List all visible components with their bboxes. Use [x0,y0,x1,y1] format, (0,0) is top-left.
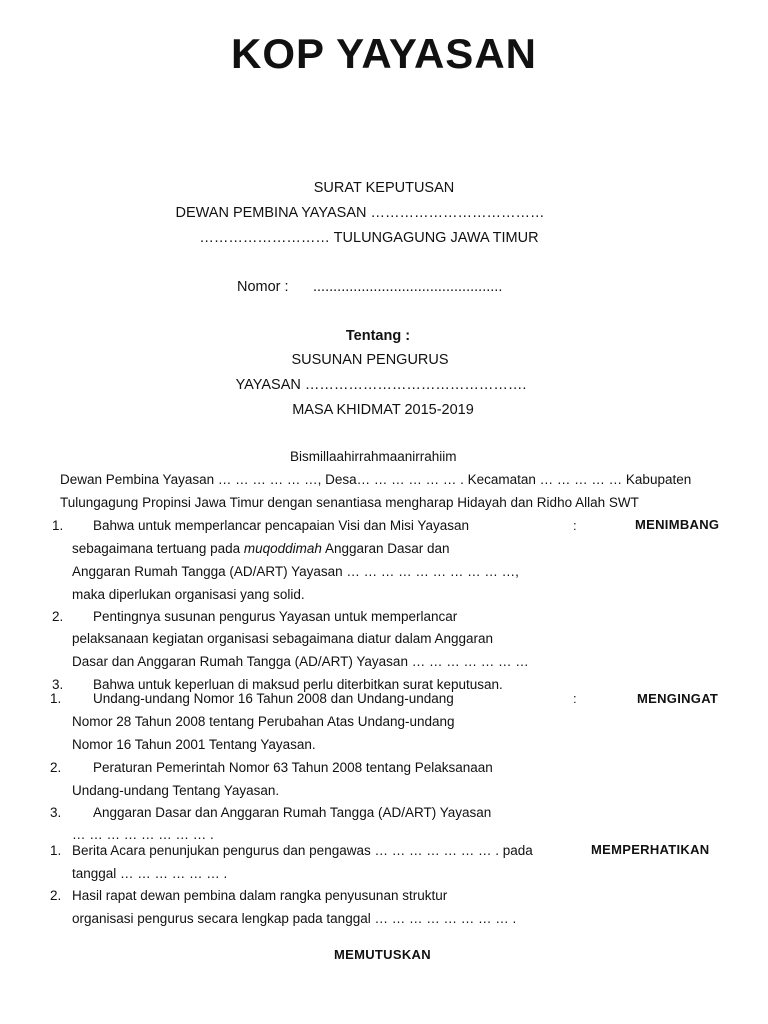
intro-line-1: Dewan Pembina Yayasan … … … … … …, Desa… … … … … … . Kecamatan … … … … … Kabupaten [60,472,692,487]
mengingat-1-line-c: Nomor 16 Tahun 2001 Tentang Yayasan. [72,737,316,752]
tentang-label: Tentang : [345,328,411,344]
menimbang-num-3: 3. [52,677,64,692]
menimbang-2-line-b: pelaksanaan kegiatan organisasi sebagaimana diatur dalam Anggaran [72,631,494,646]
mengingat-1-line-b: Nomor 28 Tahun 2008 tentang Perubahan Atas Undang-undang [72,714,455,729]
memutuskan-heading: MEMUTUSKAN [334,947,431,962]
mengingat-3-line-b: … … … … … … … … . [72,827,214,842]
menimbang-2-line-c: Dasar dan Anggaran Rumah Tangga (AD/ART) Yayasan … … … … … … … [72,654,529,669]
bismillah: Bismillaahirrahmaanirrahiim [290,449,457,464]
letterhead-title: KOP YAYASAN [231,30,537,77]
memperhatikan-2-line-b: organisasi pengurus secara lengkap pada tanggal … … … … … … … … . [72,911,517,926]
mengingat-num-1: 1. [50,691,62,706]
menimbang-1-line-b: sebagaimana tertuang pada muqoddimah Anggaran Dasar dan [72,541,450,556]
period-line: MASA KHIDMAT 2015-2019 [292,402,474,418]
memperhatikan-1-line-a: Berita Acara penunjukan pengurus dan pengawas … … … … … … … . pada [72,843,533,858]
mengingat-num-3: 3. [50,805,62,820]
mengingat-colon: : [573,691,577,706]
subject-line: SUSUNAN PENGURUS [291,352,449,368]
nomor-value: ............................................... [313,279,503,295]
mengingat-label: MENGINGAT [637,691,719,706]
intro-line-2: Tulungagung Propinsi Jawa Timur dengan senantiasa mengharap Hidayah dan Ridho Allah SWT [60,495,639,510]
mengingat-2-line-a: Peraturan Pemerintah Nomor 63 Tahun 2008 tentang Pelaksanaan [93,760,493,775]
memperhatikan-1-line-b: tanggal … … … … … … . [72,866,228,881]
menimbang-2-line-a: Pentingnya susunan pengurus Yayasan untuk memperlancar [93,609,458,624]
mengingat-num-2: 2. [50,760,62,775]
menimbang-3-line-a: Bahwa untuk keperluan di maksud perlu diterbitkan surat keputusan. [93,677,503,692]
mengingat-2-line-b: Undang-undang Tentang Yayasan. [72,783,280,798]
location-line: ……………………… TULUNGAGUNG JAWA TIMUR [199,230,539,246]
menimbang-num-2: 2. [52,609,64,624]
menimbang-num-1: 1. [52,518,64,533]
menimbang-1-line-a: Bahwa untuk memperlancar pencapaian Visi dan Misi Yayasan [93,518,469,533]
nomor-label: Nomor : [237,279,289,295]
menimbang-colon: : [573,518,577,533]
memperhatikan-num-2: 2. [50,888,62,903]
mengingat-3-line-a: Anggaran Dasar dan Anggaran Rumah Tangga (AD/ART) Yayasan [93,805,492,820]
doc-title: SURAT KEPUTUSAN [313,180,455,196]
menimbang-1-line-c: Anggaran Rumah Tangga (AD/ART) Yayasan … … … … … … … … … …, [72,564,519,579]
memperhatikan-label: MEMPERHATIKAN [591,842,710,857]
menimbang-1-line-d: maka diperlukan organisasi yang solid. [72,587,305,602]
mengingat-1-line-a: Undang-undang Nomor 16 Tahun 2008 dan Undang-undang [93,691,454,706]
dewan-line: DEWAN PEMBINA YAYASAN ……………………………… [175,205,545,221]
yayasan-line: YAYASAN ………………………………………. [235,377,527,393]
menimbang-label: MENIMBANG [635,517,720,532]
memperhatikan-2-line-a: Hasil rapat dewan pembina dalam rangka penyusunan struktur [72,888,448,903]
memperhatikan-num-1: 1. [50,843,62,858]
